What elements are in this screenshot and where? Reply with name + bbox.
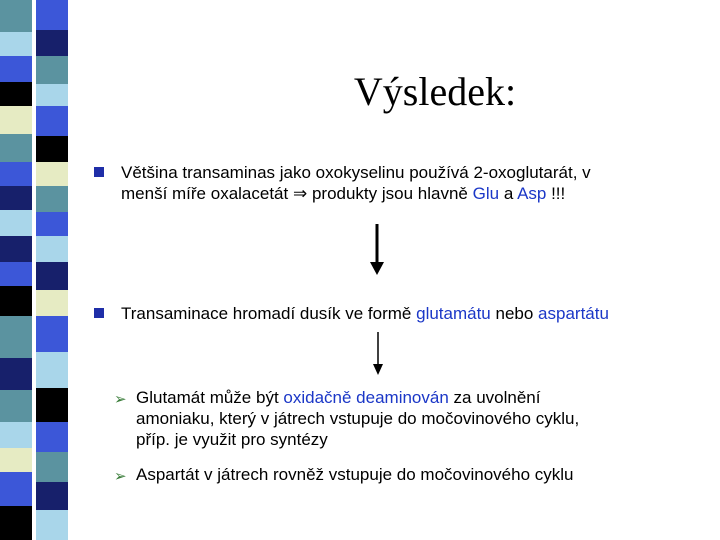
bullet-1-end: !!! bbox=[546, 184, 566, 203]
bullet-1-line-2a: menší míře oxalacetát bbox=[121, 184, 289, 203]
bullet-text-2 bbox=[121, 303, 609, 324]
stripe-block bbox=[0, 472, 32, 506]
stripe-block bbox=[0, 186, 32, 210]
stripe-block bbox=[36, 84, 68, 106]
stripe-block bbox=[36, 452, 68, 482]
bullet-text-1 bbox=[121, 162, 591, 204]
stripe-block bbox=[0, 506, 32, 540]
implies-arrow: ⇒ bbox=[292, 184, 308, 203]
stripe-block bbox=[36, 0, 68, 30]
stripe-block bbox=[36, 422, 68, 452]
decorative-stripe bbox=[0, 0, 68, 540]
stripe-block bbox=[0, 106, 32, 134]
stripe-block bbox=[36, 236, 68, 262]
stripe-block bbox=[0, 358, 32, 390]
stripe-block bbox=[0, 0, 32, 32]
stripe-block bbox=[0, 448, 32, 472]
stripe-block bbox=[0, 390, 32, 422]
highlight-asp: Asp bbox=[517, 184, 547, 203]
stripe-block bbox=[36, 56, 68, 84]
highlight-glutamatu: glutamátu bbox=[416, 304, 491, 323]
subbullet-1-line-1 bbox=[136, 387, 579, 408]
highlight-aspartatu: aspartátu bbox=[538, 304, 609, 323]
subbullet-1-line-1a: Glutamát může být bbox=[136, 388, 284, 407]
stripe-block bbox=[36, 262, 68, 290]
bullet-1-line-2 bbox=[121, 183, 591, 204]
stripe-block bbox=[36, 290, 68, 316]
square-bullet-icon bbox=[94, 308, 104, 318]
stripe-block bbox=[0, 236, 32, 262]
highlight-oxidacne-deaminovan: oxidačně deaminován bbox=[283, 388, 449, 407]
subbullet-1 bbox=[114, 387, 580, 450]
stripe-block bbox=[0, 134, 32, 162]
stripe-block bbox=[0, 56, 32, 82]
arrowhead-bullet-icon: ➢ bbox=[114, 391, 127, 408]
stripe-block bbox=[36, 482, 68, 510]
bullet-2-mid: nebo bbox=[490, 304, 539, 323]
stripe-block bbox=[0, 422, 32, 448]
square-bullet-icon bbox=[94, 167, 104, 177]
stripe-block bbox=[0, 286, 32, 316]
stripe-block bbox=[36, 212, 68, 236]
subbullet-2 bbox=[114, 464, 574, 485]
stripe-block bbox=[36, 136, 68, 162]
stripe-block bbox=[0, 316, 32, 358]
bullet-1-mid: a bbox=[499, 184, 518, 203]
stripe-block bbox=[36, 106, 68, 136]
stripe-block bbox=[0, 32, 32, 56]
bullet-1-line-1: Většina transaminas jako oxokyselinu používá 2-oxoglutarát, v bbox=[121, 163, 591, 182]
stripe-block bbox=[36, 352, 68, 388]
slide-title: Výsledek: bbox=[353, 69, 517, 114]
arrowhead-bullet-icon: ➢ bbox=[114, 468, 127, 485]
stripe-block bbox=[0, 162, 32, 186]
down-arrow-thin-icon bbox=[370, 332, 386, 376]
bullet-1-line-2b: produkty jsou hlavně bbox=[307, 184, 473, 203]
stripe-block bbox=[36, 162, 68, 186]
stripe-block bbox=[0, 210, 32, 236]
stripe-block bbox=[0, 82, 32, 106]
bullet-2-text-a: Transaminace hromadí dusík ve formě bbox=[121, 304, 417, 323]
stripe-block bbox=[36, 510, 68, 540]
stripe-block bbox=[36, 186, 68, 212]
stripe-block bbox=[36, 316, 68, 352]
stripe-block bbox=[36, 30, 68, 56]
subbullet-2-line-1: Aspartát v játrech rovněž vstupuje do močovinového cyklu bbox=[136, 465, 574, 484]
highlight-glu: Glu bbox=[472, 184, 500, 203]
down-arrow-thick-icon bbox=[366, 224, 388, 276]
subbullet-1-line-2: amoniaku, který v játrech vstupuje do močovinového cyklu, bbox=[136, 409, 580, 428]
stripe-block bbox=[0, 262, 32, 286]
stripe-block bbox=[36, 388, 68, 422]
subbullet-1-line-1b: za uvolnění bbox=[448, 388, 541, 407]
subbullet-1-line-3: příp. je využit pro syntézy bbox=[136, 430, 328, 449]
